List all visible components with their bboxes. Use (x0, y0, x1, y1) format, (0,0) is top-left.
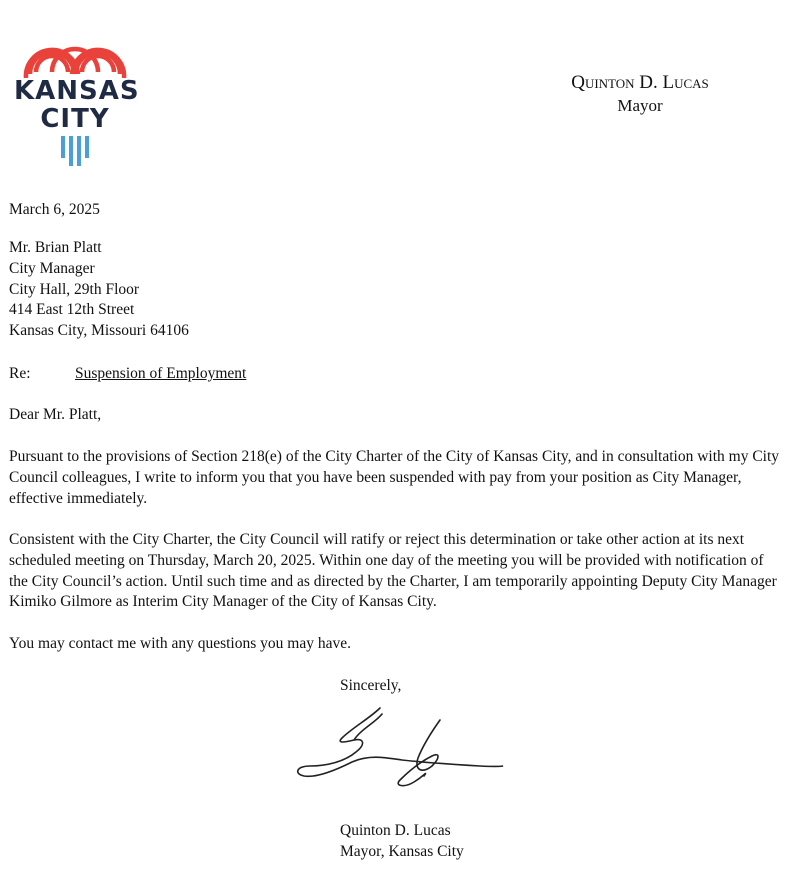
letter-date: March 6, 2025 (9, 201, 100, 218)
recipient-address (9, 238, 189, 342)
mayor-title-header: Mayor (617, 96, 663, 115)
recipient-building: City Hall, 29th Floor (9, 280, 140, 298)
mayor-name-header: Quinton D. Lucas (571, 72, 709, 93)
salutation: Dear Mr. Platt, (9, 406, 102, 423)
recipient-street: 414 East 12th Street (9, 301, 135, 319)
recipient-city: Kansas City, Missouri 64106 (9, 322, 189, 340)
body-paragraph-1: Pursuant to the provisions of Section 218(e) of the City Charter of the City of Kansas City, and in consultation with my City Council colleagues, I write to inform you that you have been suspended with pay from your position as City Manager, effective immediately. (9, 448, 780, 507)
body-paragraph-2: Consistent with the City Charter, the City Council will ratify or reject this determination or take other action at its next scheduled meeting on Thursday, March 20, 2025. Within one day of the meeting you will be provided with notification of the City Council’s action. Until such time and as directed by the Charter, I am temporarily appointing Deputy City Manager Kimiko Gilmore as Interim City Manager of the City of Kansas City. (9, 531, 777, 611)
recipient-name: Mr. Brian Platt (9, 239, 102, 256)
kansas-city-logo (14, 32, 140, 172)
logo-line-city: CITY (40, 104, 110, 134)
re-subject: Suspension of Employment (75, 365, 247, 382)
handwritten-signature (290, 700, 510, 800)
signer-title: Mayor, Kansas City (340, 843, 464, 860)
signer-name: Quinton D. Lucas (340, 822, 451, 839)
closing: Sincerely, (340, 677, 402, 694)
body-paragraph-3: You may contact me with any questions you may have. (9, 635, 351, 652)
logo-line-kansas: KANSAS (14, 76, 140, 106)
re-label: Re: (9, 365, 31, 382)
recipient-title: City Manager (9, 259, 95, 277)
